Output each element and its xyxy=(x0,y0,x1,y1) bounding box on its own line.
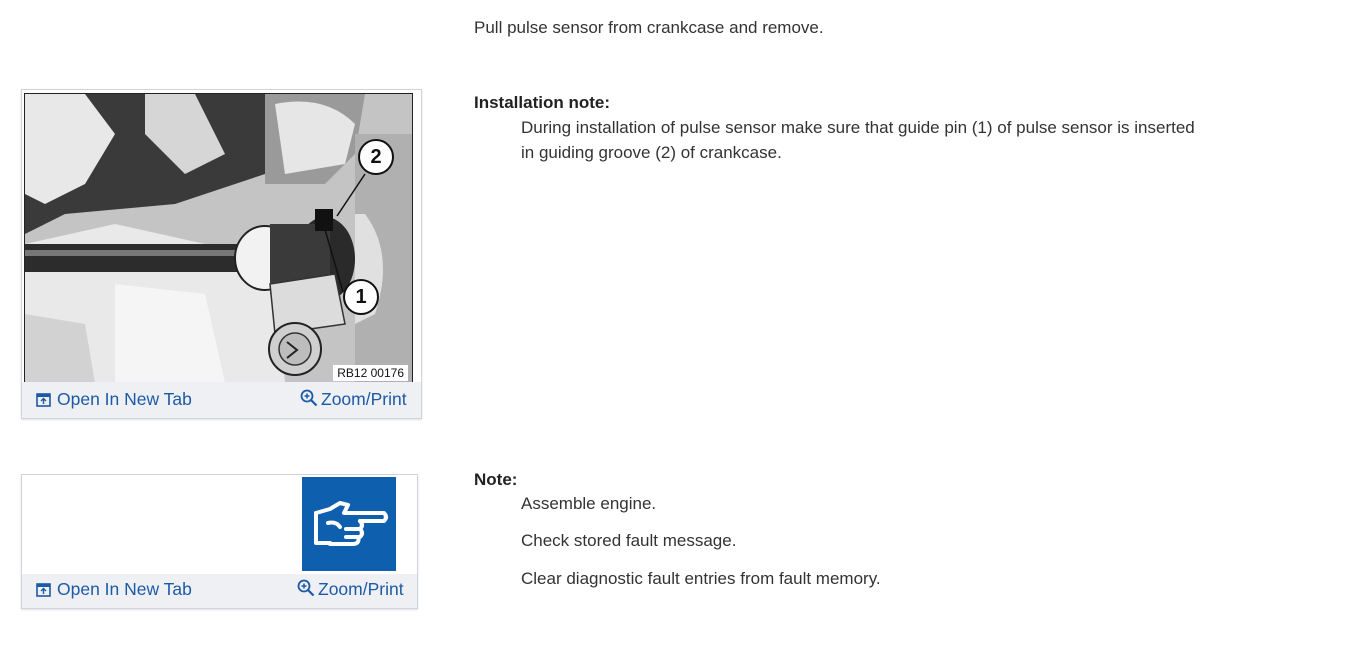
callout-1-label: 1 xyxy=(355,286,367,308)
note-item-1: Assemble engine. xyxy=(521,494,657,513)
installation-note-line-1: During installation of pulse sensor make sure that guide pin (1) of pulse sensor is inserted xyxy=(521,118,1195,137)
zoom-icon xyxy=(297,579,315,602)
zoom-print-label: Zoom/Print xyxy=(321,389,407,409)
open-new-tab-link-2[interactable] xyxy=(36,579,192,602)
callout-2 xyxy=(358,139,394,175)
pulse-sensor-figure[interactable] xyxy=(24,93,413,384)
figure-card-pulse-sensor xyxy=(21,89,422,419)
note-item-3: Clear diagnostic fault entries from fault memory. xyxy=(521,569,881,588)
open-new-tab-label-2: Open In New Tab xyxy=(57,579,192,599)
open-new-tab-icon xyxy=(36,581,51,602)
engine-illustration xyxy=(25,94,412,383)
figure-code: RB12 00176 xyxy=(333,365,408,381)
open-new-tab-icon xyxy=(36,391,51,412)
open-new-tab-label: Open In New Tab xyxy=(57,389,192,409)
zoom-print-link-2[interactable] xyxy=(297,579,404,602)
note-toolbar xyxy=(22,574,417,608)
installation-note-line-2: in guiding groove (2) of crankcase. xyxy=(521,143,782,162)
callout-2-label: 2 xyxy=(370,146,382,168)
figure-toolbar xyxy=(22,382,421,418)
callout-1 xyxy=(343,279,379,315)
zoom-icon xyxy=(300,389,318,412)
open-new-tab-link[interactable] xyxy=(36,389,192,412)
installation-note-heading: Installation note: xyxy=(474,93,610,112)
figure-card-note xyxy=(21,474,418,609)
note-heading: Note: xyxy=(474,470,518,489)
note-item-2: Check stored fault message. xyxy=(521,531,737,550)
note-figure[interactable] xyxy=(302,477,396,571)
step-text: Pull pulse sensor from crankcase and remove. xyxy=(474,18,824,37)
zoom-print-label-2: Zoom/Print xyxy=(318,579,404,599)
zoom-print-link[interactable] xyxy=(300,389,407,412)
pointing-hand-icon xyxy=(302,477,396,571)
